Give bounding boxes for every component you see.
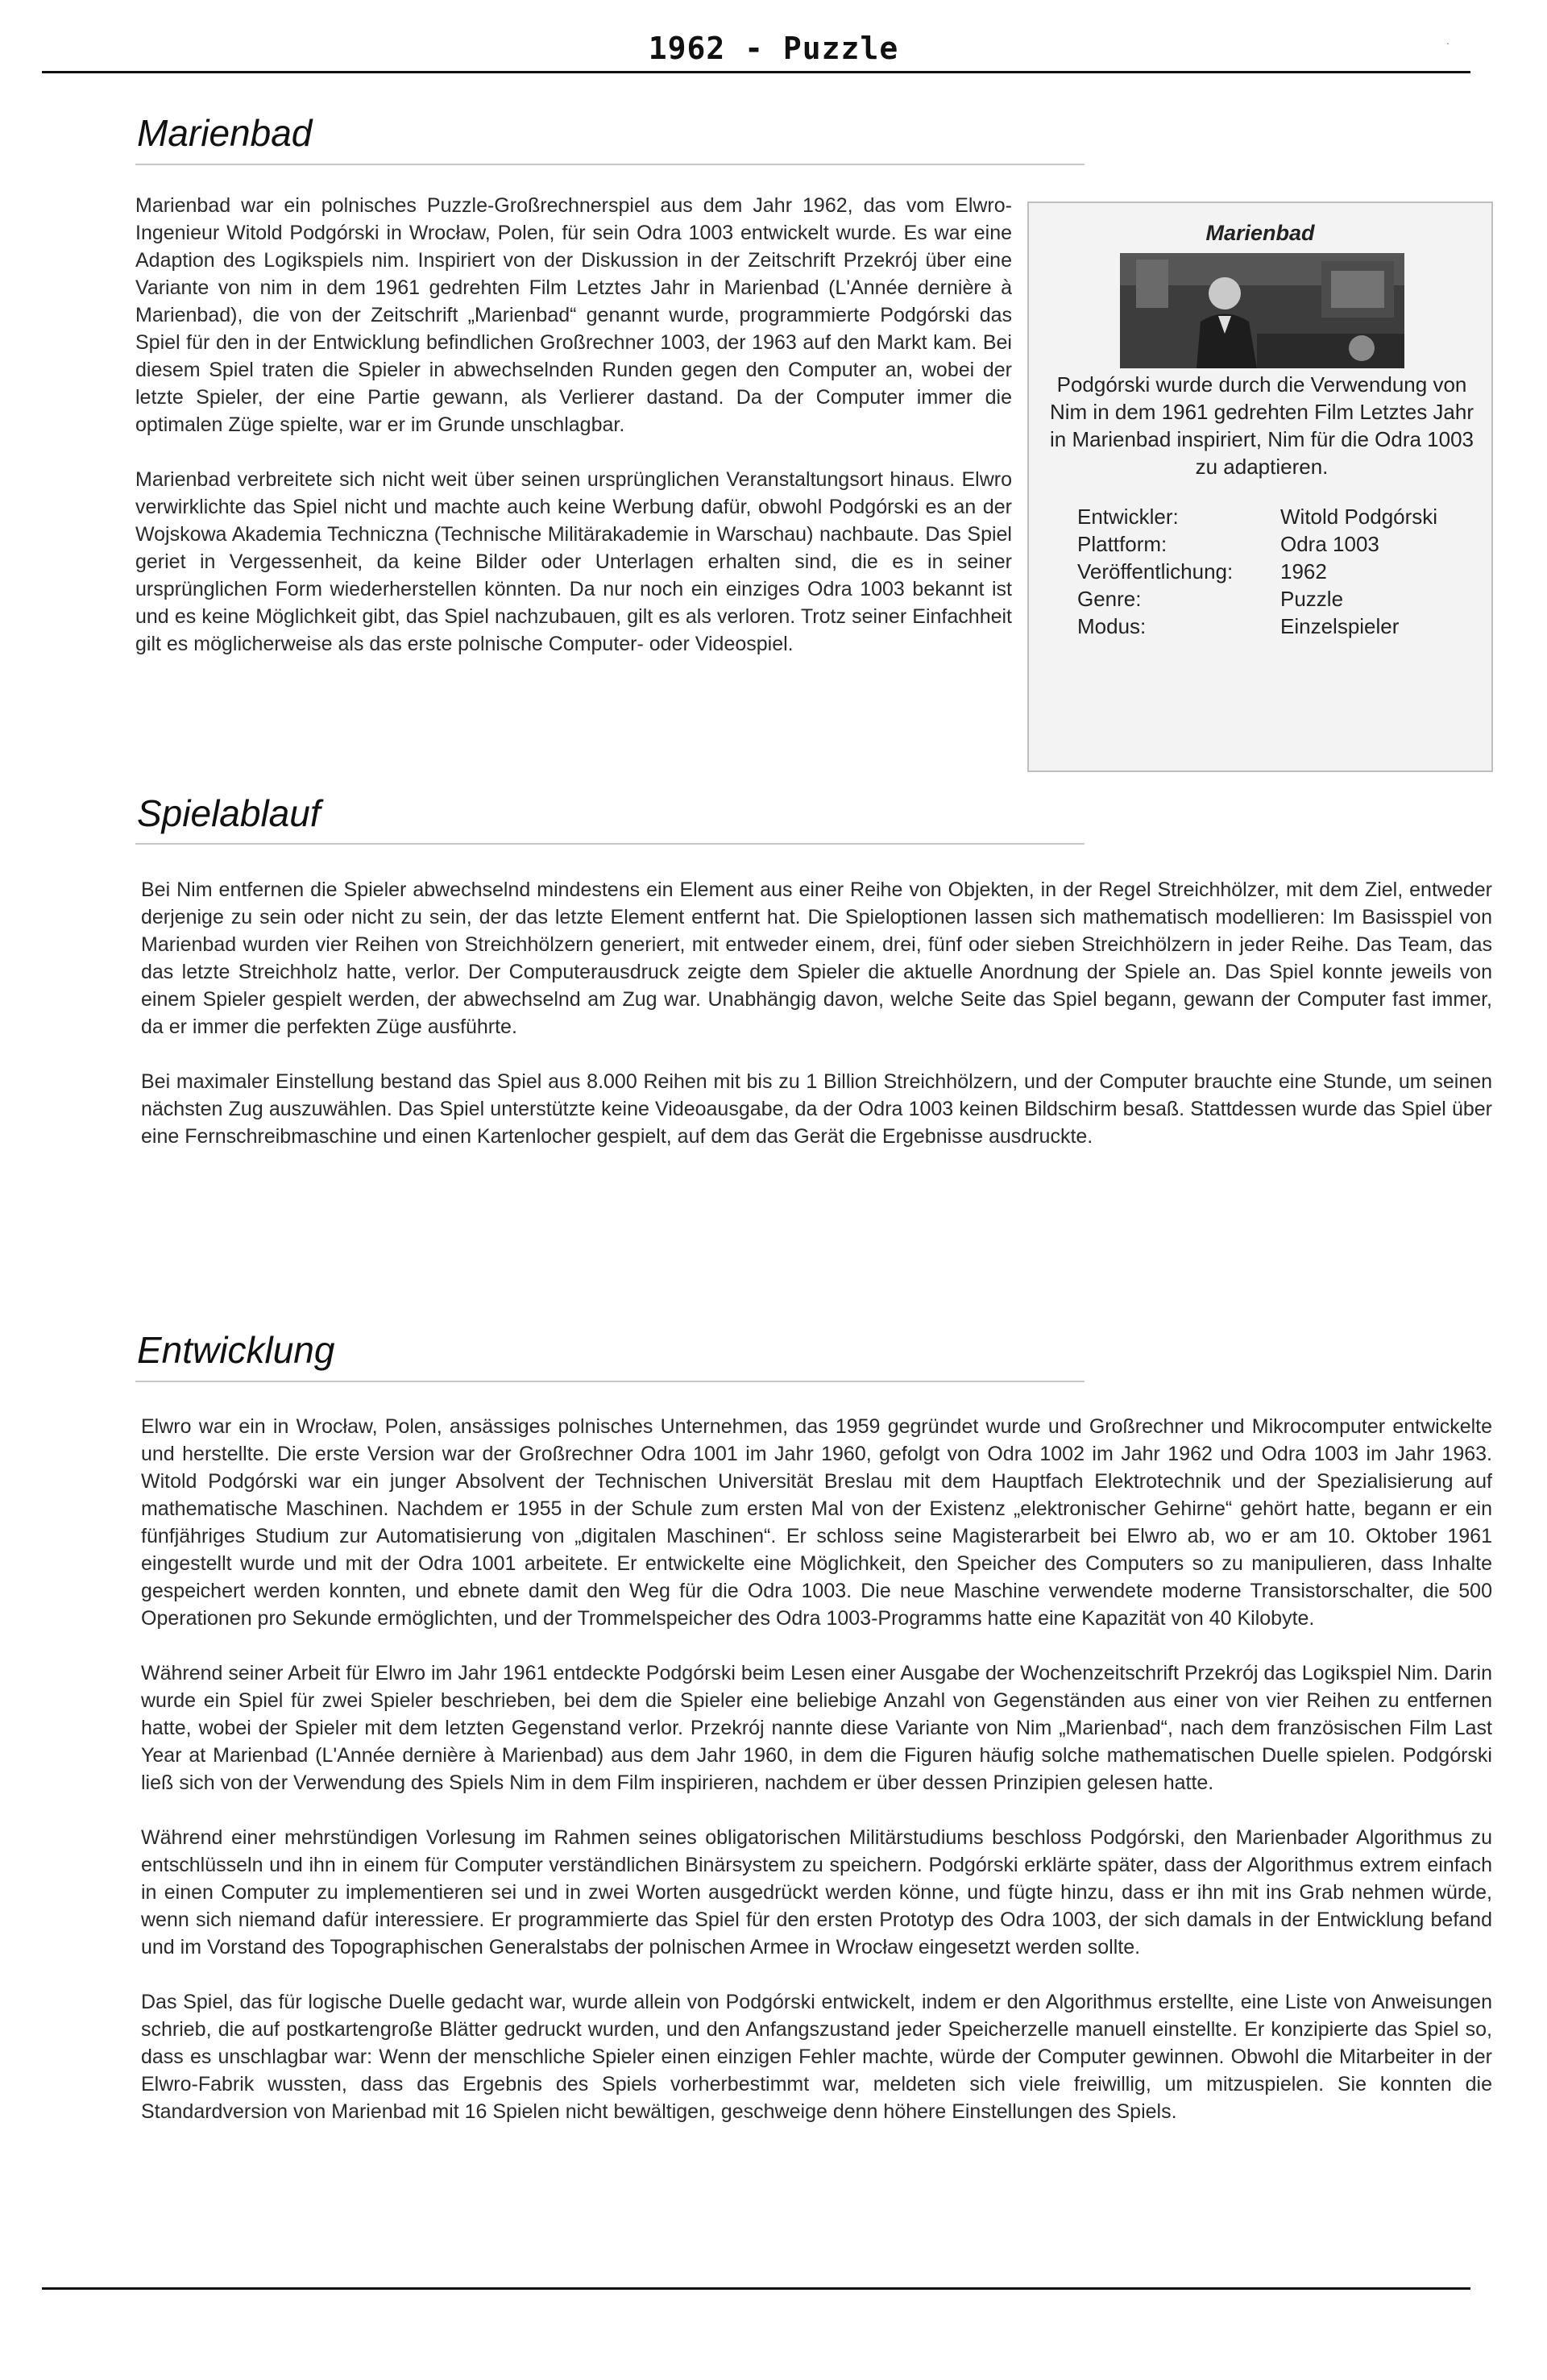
infobox-key: Entwickler: — [1077, 505, 1179, 529]
infobox-row — [1077, 530, 1480, 558]
header-rule — [42, 71, 1470, 73]
paragraph: Das Spiel, das für logische Duelle gedacht war, wurde allein von Podgórski entwickelt, indem er den Algorithmus erstellte, eine Liste von Anweisungen schrieb, die auf postkartengroße Blätter gedruckt wurden, und den Anfangszustand jeder Speicherzelle manuell einstellte. Er konzipierte das Spiel so, dass es unschlagbar war: Wenn der menschliche Spieler einen einzigen Fehler machte, würde der Computer gewinnen. Obwohl die Mitarbeiter in der Elwro-Fabrik wussten, dass das Ergebnis des Spiels vorherbestimmt war, meldeten sich viele freiwillig, um mitzuspielen. Sie konnten die Standardversion von Marienbad mit 16 Spielen nicht bewältigen, geschweige denn höhere Einstellungen des Spiels. — [141, 1991, 1492, 2123]
infobox-value: Einzelspieler — [1280, 614, 1400, 638]
infobox-row — [1077, 558, 1480, 585]
paragraph: Bei Nim entfernen die Spieler abwechselnd mindestens ein Element aus einer Reihe von Objekten, in der Regel Streichhölzer, mit dem Ziel, entweder derjenige zu sein oder nicht zu sein, der das letzte Element entfernt hat. Die Spieloptionen lassen sich mathematisch modellieren: Im Basisspiel von Marienbad wurden vier Reihen von Streichhölzern generiert, mit entweder einem, drei, fünf oder sieben Streichhölzern in jeder Reihe. Das Team, das das letzte Streichholz hatte, verlor. Der Computerausdruck zeigte dem Spieler die aktuelle Anordnung der Spiele an. Das Spiel konnte jeweils von einem Spieler gespielt werden, der abwechselnd am Zug war. Unabhängig davon, welche Seite das Spiel begann, gewann der Computer fast immer, da er immer die perfekten Züge ausführte. — [141, 878, 1492, 1038]
section-title-marienbad: Marienbad — [137, 112, 313, 154]
paragraph: Während einer mehrstündigen Vorlesung im Rahmen seines obligatorischen Militärstudiums beschloss Podgórski, den Marienbader Algorithmus zu entschlüsseln und ihn in einem für Computer verständlichen Binärsystem zu speichern. Podgórski erklärte später, dass der Algorithmus extrem einfach in einen Computer zu implementieren sei und in zwei Worten ausgedrückt werden könne, und fügte hinzu, dass er ihn mit ins Grab nehmen würde, wenn sich niemand dafür interessiere. Er programmierte das Spiel für den ersten Prototyp des Odra 1003, der sich damals in der Entwicklung befand und im Vorstand des Topographischen Generalstabs der polnischen Armee in Wrocław eingesetzt werden sollte. — [141, 1826, 1492, 1958]
paragraph: Während seiner Arbeit für Elwro im Jahr 1961 entdeckte Podgórski beim Lesen einer Ausgabe der Wochenzeitschrift Przekrój das Logikspiel Nim. Darin wurde ein Spiel für zwei Spieler beschrieben, bei dem die Spieler eine beliebige Anzahl von Gegenständen aus einer von vier Reihen zu entfernen hatte, wobei der Spieler mit dem letzten Gegenstand verlor. Przekrój nannte diese Variante von Nim „Marienbad“, nach dem französischen Film Last Year at Marienbad (L'Année dernière à Marienbad) aus dem Jahr 1960, in dem die Figuren häufig solche mathematischen Duelle spielen. Podgórski ließ sich von der Verwendung des Spiels Nim in dem Film inspirieren, nachdem er über dessen Prinzipien gelesen hatte. — [141, 1662, 1492, 1794]
infobox-row — [1077, 585, 1480, 613]
section-divider — [135, 164, 1085, 165]
section-title-spielablauf: Spielablauf — [137, 792, 321, 834]
infobox-caption: Podgórski wurde durch die Verwendung von Nim in dem 1961 gedrehten Film Letztes Jahr in Marienbad inspiriert, Nim für die Odra 1003 zu adaptieren. — [1049, 372, 1474, 479]
section-title-entwicklung: Entwicklung — [137, 1329, 335, 1371]
development-body — [141, 1413, 1492, 2153]
intro-body — [135, 192, 1012, 685]
infobox-key: Veröffentlichung: — [1077, 559, 1234, 584]
paragraph: Elwro war ein in Wrocław, Polen, ansässiges polnisches Unternehmen, das 1959 gegründet wurde und Großrechner und Mikrocomputer entwickelte und herstellte. Die erste Version war der Großrechner Odra 1001 im Jahr 1960, gefolgt von Odra 1002 im Jahr 1962 und Odra 1003 im Jahr 1963. Witold Podgórski war ein junger Absolvent der Technischen Universität Breslau mit dem Hauptfach Elektrotechnik und der Spezialisierung auf mathematische Maschinen. Nachdem er 1955 in der Schule zum ersten Mal von der Existenz „elektronischer Gehirne“ gehört hatte, begann er ein fünfjähriges Studium zur Automatisierung von „digitalen Maschinen“. Er schloss seine Magisterarbeit bei Elwro ab, wo er am 10. Oktober 1961 eingestellt wurde und mit der Odra 1001 arbeitete. Er entwickelte eine Möglichkeit, den Speicher des Computers so zu manipulieren, dass Inhalte gespeichert werden konnten, und ebnete damit den Weg für die Odra 1003. Die neue Maschine verwendete moderne Transistorschalter, die 500 Operationen pro Sekunde ermöglichten, und der Trommelspeicher des Odra 1003-Programms hatte eine Kapazität von 40 Kilobyte. — [141, 1415, 1492, 1630]
infobox-key: Plattform: — [1077, 532, 1168, 556]
paragraph: Marienbad verbreitete sich nicht weit über seinen ursprünglichen Veranstaltungsort hinaus. Elwro verwirklichte das Spiel nicht und machte auch keine Werbung dafür, obwohl Podgórski es an der Wojskowa Akademia Techniczna (Technische Militärakademie in Warschau) nachbaute. Das Spiel geriet in Vergessenheit, da keine Bilder oder Unterlagen erhalten sind, die es in seiner ursprünglichen Form wiederherstellen könnten. Da nur noch ein einziges Odra 1003 bekannt ist und es keine Möglichkeit gibt, das Spiel nachzubauen, gilt es als verloren. Trotz seiner Einfachheit gilt es möglicherweise als das erste polnische Computer- oder Videospiel. — [135, 468, 1012, 655]
infobox-value: Odra 1003 — [1280, 532, 1379, 556]
paragraph: Bei maximaler Einstellung bestand das Spiel aus 8.000 Reihen mit bis zu 1 Billion Streichhölzern, und der Computer brauchte eine Stunde, um seinen nächsten Zug auszuwählen. Das Spiel unterstützte keine Videoausgabe, da der Odra 1003 keinen Bildschirm besaß. Stattdessen wurde das Spiel über eine Fernschreibmaschine und einen Kartenlocher gespielt, auf dem das Gerät die Ergebnisse ausdruckte. — [141, 1070, 1492, 1148]
infobox-table — [1077, 503, 1480, 640]
infobox-row — [1077, 503, 1480, 530]
corner-mark: . — [1446, 34, 1450, 47]
infobox-value: 1962 — [1280, 559, 1327, 584]
infobox-key: Genre: — [1077, 587, 1142, 611]
paragraph: Marienbad war ein polnisches Puzzle-Großrechnerspiel aus dem Jahr 1962, das vom Elwro-Ingenieur Witold Podgórski in Wrocław, Polen, für sein Odra 1003 entwickelt wurde. Es war eine Adaption des Logikspiels nim. Inspiriert von der Diskussion in der Zeitschrift Przekrój über eine Variante von nim in dem 1961 gedrehten Film Letztes Jahr in Marienbad (L'Année dernière à Marienbad), die von der Zeitschrift „Marienbad“ genannt wurde, programmierte Podgórski das Spiel für den in der Entwicklung befindlichen Großrechner 1003, der 1963 auf den Markt kam. Bei diesem Spiel traten die Spieler in abwechselnden Runden gegen den Computer an, wobei der letzte Spieler, der eine Partie gewann, als Verlierer dastand. Da der Computer immer die optimalen Züge spielte, war er im Grunde unschlagbar. — [135, 194, 1012, 436]
infobox-row — [1077, 613, 1480, 640]
infobox-value: Puzzle — [1280, 587, 1344, 611]
gameplay-body — [141, 876, 1492, 1178]
film-still-illustration — [1120, 253, 1404, 368]
infobox-value: Witold Podgórski — [1280, 505, 1438, 529]
film-still-image — [1120, 253, 1404, 368]
section-divider — [135, 843, 1085, 845]
infobox-title: Marienbad — [1205, 221, 1315, 245]
infobox-key: Modus: — [1077, 614, 1147, 638]
infobox — [1027, 201, 1493, 772]
page-header-title: 1962 - Puzzle — [648, 31, 899, 66]
section-divider — [135, 1381, 1085, 1382]
footer-rule — [42, 2287, 1470, 2290]
